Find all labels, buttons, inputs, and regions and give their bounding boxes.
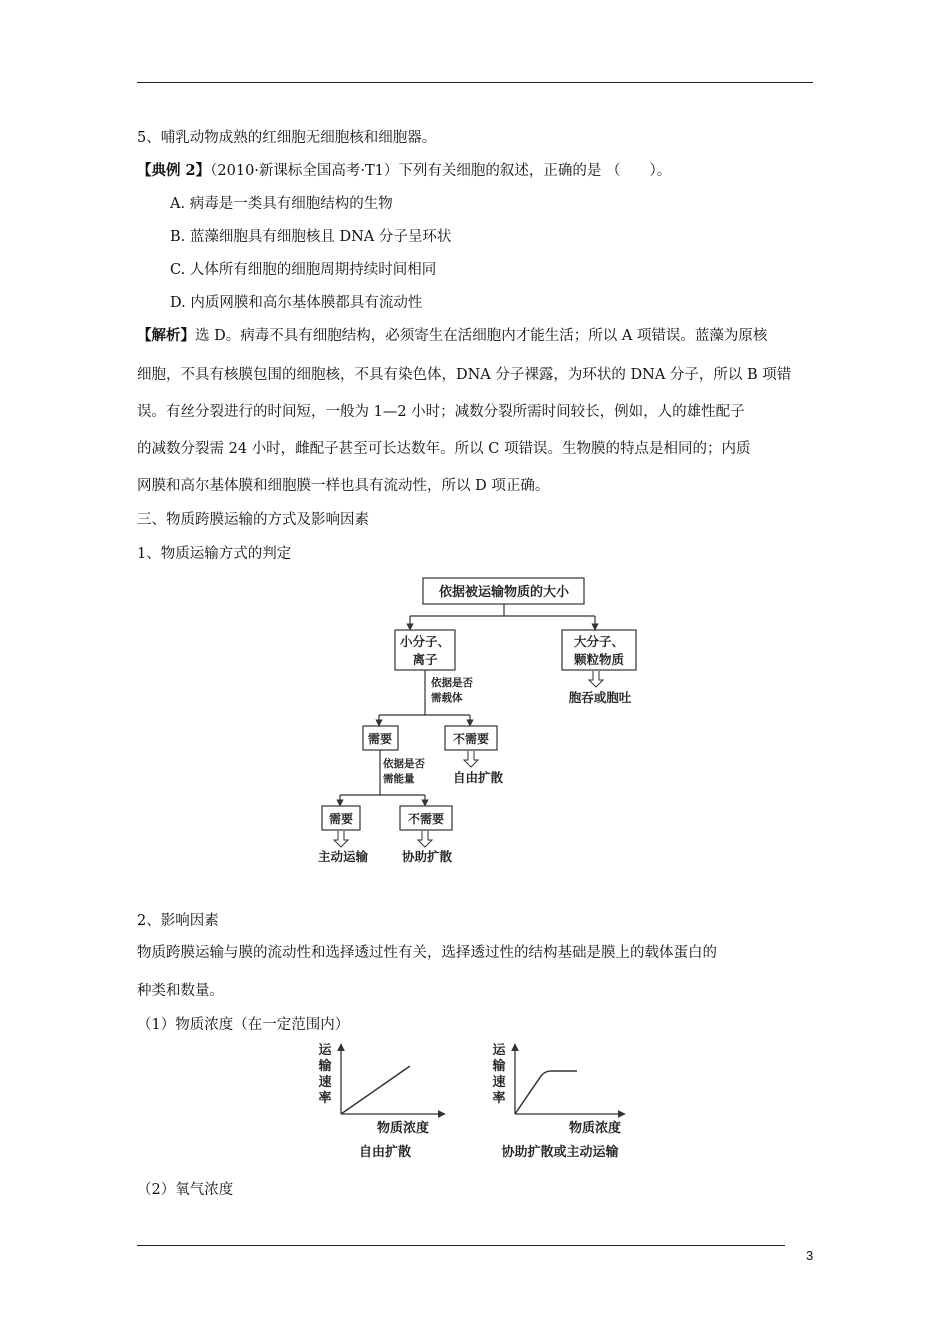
text-line: 5、哺乳动物成熟的红细胞无细胞核和细胞器。 <box>137 130 437 146</box>
left-ylabel-2: 输 <box>318 1059 332 1074</box>
paragraph-line-2: 种类和数量。 <box>137 983 224 999</box>
endo-exocytosis-label: 胞吞或胞吐 <box>568 690 632 705</box>
need-energy-label: 需要 <box>328 812 354 826</box>
small-molecule-line1: 小分子、 <box>399 634 451 649</box>
right-ylabel-4: 率 <box>492 1091 506 1106</box>
saturation-curve <box>515 1071 577 1114</box>
free-diffusion-label: 自由扩散 <box>452 770 504 785</box>
criterion-carrier-line1: 依据是否 <box>431 677 473 689</box>
right-xlabel: 物质浓度 <box>568 1121 622 1136</box>
item-concentration: （1）物质浓度（在一定范围内） <box>137 1017 350 1033</box>
option-c: C. 人体所有细胞的细胞周期持续时间相同 <box>170 262 437 278</box>
facilitated-diffusion-label: 协助扩散 <box>401 849 453 864</box>
subsection-heading-2: 2、影响因素 <box>137 913 219 929</box>
no-carrier-label: 不需要 <box>452 732 490 746</box>
section-heading: 三、物质跨膜运输的方式及影响因素 <box>137 512 369 528</box>
left-ylabel-3: 速 <box>318 1075 332 1090</box>
example-label: 【典例 2】 <box>137 162 211 179</box>
left-caption: 自由扩散 <box>358 1145 412 1160</box>
small-molecule-line2: 离子 <box>412 652 438 667</box>
criterion-carrier-line2: 需载体 <box>431 692 463 704</box>
option-b: B. 蓝藻细胞具有细胞核且 DNA 分子呈环状 <box>170 229 452 245</box>
analysis-text: 选 D。病毒不具有细胞结构，必须寄生在活细胞内才能生活；所以 A 项错误。蓝藻为原核 <box>195 328 768 344</box>
footer-rule <box>137 1245 785 1246</box>
analysis-line-5: 网膜和高尔基体膜和细胞膜一样也具有流动性，所以 D 项正确。 <box>137 478 550 494</box>
example-heading <box>137 161 671 181</box>
right-ylabel-2: 输 <box>492 1059 506 1074</box>
subsection-heading: 1、物质运输方式的判定 <box>137 546 292 562</box>
need-carrier-label: 需要 <box>367 732 393 746</box>
left-xlabel: 物质浓度 <box>376 1121 430 1136</box>
transport-flowchart <box>300 570 660 870</box>
analysis-label: 【解析】 <box>137 327 195 344</box>
option-d: D. 内质网膜和高尔基体膜都具有流动性 <box>170 295 423 311</box>
page-number: 3 <box>806 1248 814 1263</box>
left-ylabel-1: 运 <box>318 1043 332 1058</box>
item-oxygen: （2）氧气浓度 <box>137 1182 234 1198</box>
no-energy-label: 不需要 <box>407 812 445 826</box>
rate-graphs <box>305 1040 655 1165</box>
left-ylabel-4: 率 <box>318 1091 332 1106</box>
analysis-line-1 <box>137 326 767 346</box>
paragraph-line-1: 物质跨膜运输与膜的流动性和选择透过性有关，选择透过性的结构基础是膜上的载体蛋白的 <box>137 945 717 961</box>
example-question: （2010·新课标全国高考·T1）下列有关细胞的叙述，正确的是 （ ）。 <box>210 163 672 179</box>
criterion-energy-line1: 依据是否 <box>383 758 425 770</box>
criterion-energy-line2: 需能量 <box>383 773 415 785</box>
analysis-line-4: 的减数分裂需 24 小时，雌配子甚至可长达数年。所以 C 项错误。生物膜的特点是相同的；内质 <box>137 441 751 457</box>
root-label: 依据被运输物质的大小 <box>438 585 570 600</box>
active-transport-label: 主动运输 <box>317 849 369 864</box>
analysis-line-3: 误。有丝分裂进行的时间短，一般为 1—2 小时；减数分裂所需时间较长，例如，人的雄性配子 <box>137 404 745 420</box>
right-ylabel-1: 运 <box>492 1043 506 1058</box>
right-ylabel-3: 速 <box>492 1075 506 1090</box>
analysis-line-2: 细胞，不具有核膜包围的细胞核，不具有染色体，DNA 分子裸露，为环状的 DNA 分子，所以 B 项错 <box>137 367 792 383</box>
right-caption: 协助扩散或主动运输 <box>501 1145 619 1160</box>
free-diffusion-curve <box>341 1066 410 1114</box>
header-rule <box>137 82 813 83</box>
large-molecule-line1: 大分子、 <box>573 634 625 649</box>
large-molecule-line2: 颗粒物质 <box>573 652 625 667</box>
option-a: A. 病毒是一类具有细胞结构的生物 <box>170 196 393 212</box>
